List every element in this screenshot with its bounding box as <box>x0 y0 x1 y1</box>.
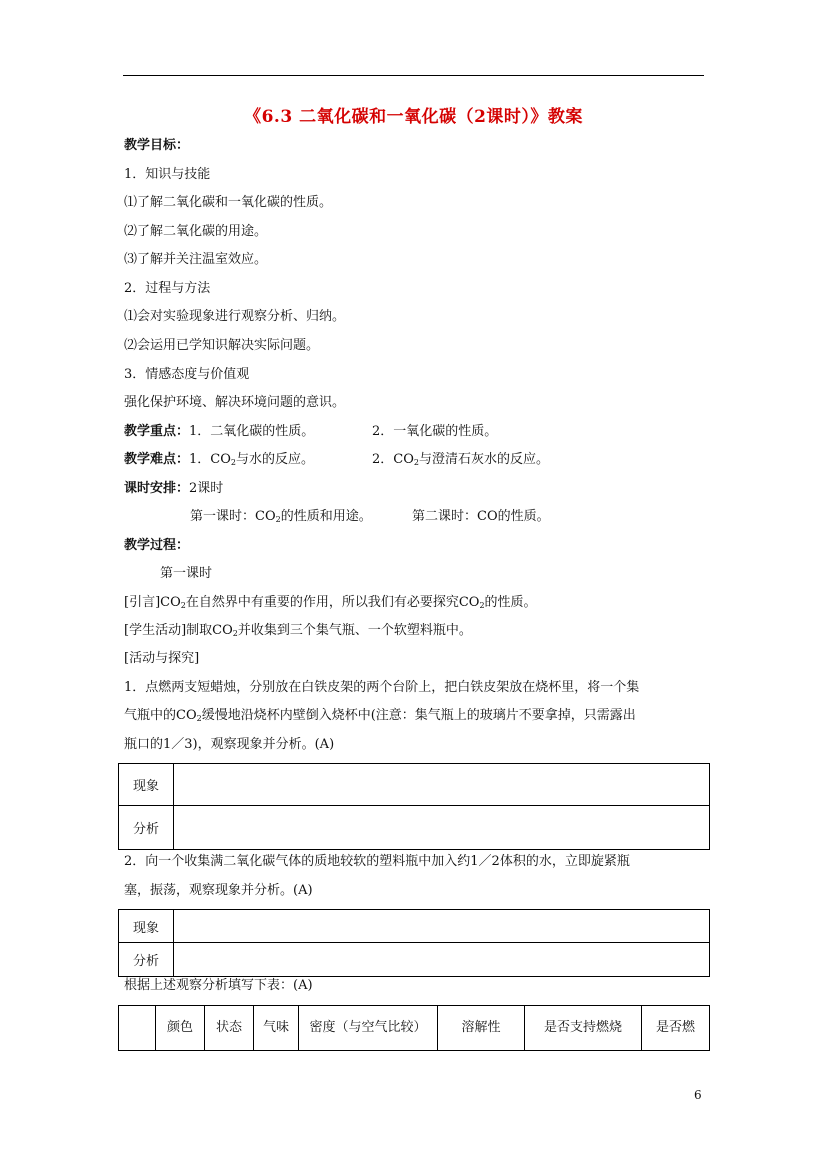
student-pre: [学生活动]制取CO <box>124 623 233 638</box>
intro-pre: [引言]CO <box>124 595 181 610</box>
properties-header-supports-combustion: 是否支持燃烧 <box>525 1006 642 1051</box>
exp1-line2-pre: 气瓶中的CO <box>124 708 197 723</box>
subscript: 2 <box>196 714 202 723</box>
key-points-row <box>124 423 314 441</box>
objective-item: 3．情感态度与价值观 <box>124 367 250 382</box>
observation-table-2 <box>118 909 710 977</box>
difficulties-label: 教学难点： <box>124 452 190 467</box>
properties-table <box>118 1005 710 1051</box>
objective-item: ⑴会对实验现象进行观察分析、归纳。 <box>124 309 346 324</box>
objective-item: ⑶了解并关注温室效应。 <box>124 252 268 267</box>
intro-line <box>124 594 537 612</box>
lesson-label: 第一课时 <box>160 566 213 581</box>
key-points-label: 教学重点： <box>124 424 190 439</box>
schedule-value: 2课时 <box>189 481 224 496</box>
fill-note: 根据上述观察分析填写下表：(A) <box>124 978 313 993</box>
subscript: 2 <box>413 458 419 467</box>
objective-item: ⑵了解二氧化碳的用途。 <box>124 224 268 239</box>
properties-header-blank <box>119 1006 156 1051</box>
difficulty-b-text: 与澄清石灰水的反应。 <box>418 452 549 467</box>
difficulties-row <box>124 451 314 469</box>
exp1-line2 <box>124 707 636 725</box>
table-label-observation: 现象 <box>119 764 174 806</box>
subscript: 2 <box>275 515 281 524</box>
schedule-detail-a-post: 的性质和用途。 <box>280 509 372 524</box>
objective-item: 强化保护环境、解决环境问题的意识。 <box>124 395 346 410</box>
exp1-line2-post: 缓慢地沿烧杯内壁倒入烧杯中(注意：集气瓶上的玻璃片不要拿掉，只需露出 <box>201 708 636 723</box>
student-activity-line <box>124 622 472 640</box>
objectives-heading: 教学目标： <box>124 138 190 153</box>
properties-header-color: 颜色 <box>156 1006 205 1051</box>
table-cell-empty <box>174 806 710 850</box>
activity-label: [活动与探究] <box>124 651 200 666</box>
table-cell-empty <box>174 764 710 806</box>
exp1-line1: 1．点燃两支短蜡烛，分别放在白铁皮架的两个台阶上，把白铁皮架放在烧杯里，将一个集 <box>124 680 640 695</box>
table-label-analysis: 分析 <box>119 943 174 977</box>
key-point-a: 1．二氧化碳的性质。 <box>189 424 315 439</box>
objective-item: 2．过程与方法 <box>124 281 211 296</box>
table-cell-empty <box>174 943 710 977</box>
properties-header-odor: 气味 <box>254 1006 299 1051</box>
subscript: 2 <box>230 458 236 467</box>
difficulty-a: 1．CO <box>189 452 231 467</box>
process-heading: 教学过程： <box>124 538 190 553</box>
subscript: 2 <box>479 601 485 610</box>
table-label-observation: 现象 <box>119 910 174 943</box>
objective-item: ⑴了解二氧化碳和一氧化碳的性质。 <box>124 195 333 210</box>
properties-header-state: 状态 <box>205 1006 254 1051</box>
properties-header-combustible: 是否燃 <box>642 1006 710 1051</box>
subscript: 2 <box>180 601 186 610</box>
difficulty-b <box>372 451 549 469</box>
difficulty-a-text: 与水的反应。 <box>236 452 315 467</box>
objective-item: ⑵会运用已学知识解决实际问题。 <box>124 338 320 353</box>
page-title: 《6.3 二氧化碳和一氧化碳（2课时）》教案 <box>244 107 583 127</box>
schedule-label: 课时安排： <box>124 481 190 496</box>
key-point-b: 2．一氧化碳的性质。 <box>372 424 498 439</box>
exp1-line3: 瓶口的1／3)，观察现象并分析。(A) <box>124 737 335 752</box>
exp2-line1: 2．向一个收集满二氧化碳气体的质地较软的塑料瓶中加入约1／2体积的水，立即旋紧瓶 <box>124 854 630 869</box>
student-post: 并收集到三个集气瓶、一个软塑料瓶中。 <box>237 623 472 638</box>
schedule-detail-b: 第二课时：CO的性质。 <box>412 509 550 524</box>
table-label-analysis: 分析 <box>119 806 174 850</box>
subscript: 2 <box>232 629 238 638</box>
difficulty-b-pre: 2．CO <box>372 452 414 467</box>
schedule-row <box>124 480 223 498</box>
schedule-detail-a <box>190 508 372 526</box>
intro-mid: 在自然界中有重要的作用，所以我们有必要探究CO <box>185 595 480 610</box>
properties-header-solubility: 溶解性 <box>438 1006 525 1051</box>
objective-item: 1．知识与技能 <box>124 167 211 182</box>
table-cell-empty <box>174 910 710 943</box>
header-rule <box>123 75 704 76</box>
page-number: 6 <box>694 1088 702 1102</box>
observation-table-1 <box>118 763 710 850</box>
schedule-detail-a-pre: 第一课时：CO <box>190 509 276 524</box>
intro-post: 的性质。 <box>484 595 537 610</box>
exp2-line2: 塞，振荡，观察现象并分析。(A) <box>124 883 313 898</box>
properties-header-density: 密度（与空气比较） <box>299 1006 438 1051</box>
